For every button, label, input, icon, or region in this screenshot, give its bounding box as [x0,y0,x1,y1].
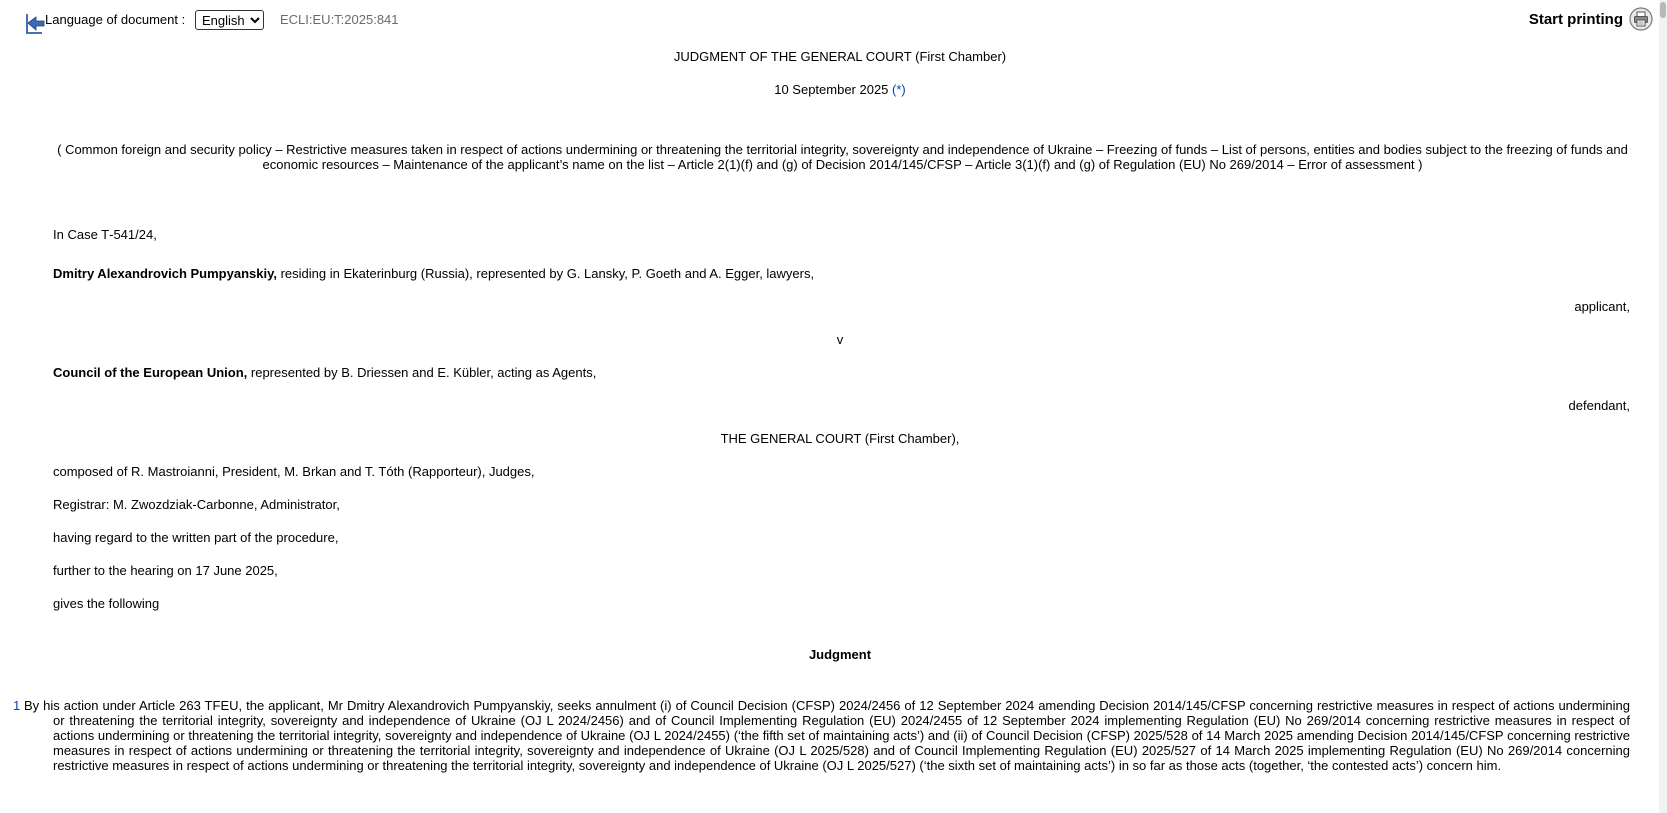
applicant-name: Dmitry Alexandrovich Pumpyanskiy, [53,266,277,281]
defendant-role: defendant, [1568,398,1630,413]
applicant-role: applicant, [1574,299,1630,314]
language-label: Language of document : [45,12,186,27]
versus: v [836,332,844,347]
ecli-identifier: ECLI:EU:T:2025:841 [280,12,399,27]
court-name: THE GENERAL COURT (First Chamber), [720,431,960,446]
court-composition: composed of R. Mastroianni, President, M. Brkan and T. Tóth (Rapporteur), Judges, [53,464,535,479]
vertical-scrollbar[interactable] [1659,0,1667,813]
hearing-date: further to the hearing on 17 June 2025, [53,563,278,578]
subject-keywords: ( Common foreign and security policy – Restrictive measures taken in respect of actions undermining or threatening the territorial integrity, sovereignty and independence of Ukraine – Freezing of funds – List of persons, entities and bodies subject to the freezing of funds and economic resources – Maintenance of the applicant’s name on the list – Article 2(1)(f) and (g) of Decision 2014/145/CFSP – Article 3(1)(f) and (g) of Regulation (EU) No 269/2014 – Error of assessment ) [57,142,1628,172]
defendant-name: Council of the European Union, [53,365,248,380]
printer-icon [1629,7,1653,31]
scrollbar-thumb[interactable] [1660,2,1666,18]
paragraph-1 [24,698,1630,773]
written-procedure: having regard to the written part of the procedure, [53,530,339,545]
gives-following: gives the following [53,596,160,611]
applicant-line [53,266,814,281]
judgment-date: 10 September 2025 [774,82,889,97]
case-number: In Case T‑541/24, [53,227,157,242]
registrar: Registrar: M. Zwozdziak-Carbonne, Administrator, [53,497,340,512]
document-title: JUDGMENT OF THE GENERAL COURT (First Chamber) [673,49,1007,64]
start-printing-button[interactable] [1529,6,1653,32]
defendant-details: represented by B. Driessen and E. Kübler, acting as Agents, [247,365,597,380]
judgment-date-line [50,82,1630,97]
applicant-details: residing in Ekaterinburg (Russia), represented by G. Lansky, P. Goeth and A. Egger, lawyers, [276,266,815,281]
back-arrow-icon[interactable] [25,12,47,36]
paragraph-text: By his action under Article 263 TFEU, the applicant, Mr Dmitry Alexandrovich Pumpyanskiy, seeks annulment (i) of Council Decision (CFSP) 2024/2456 of 12 September 2024 amending Decision 2014/145/CFSP concerning restrictive measures in respect of actions undermining or threatening the territorial integrity, sovereignty and independence of Ukraine (OJ L 2024/2456) and of Council Implementing Regulation (EU) 2024/2455 of 12 September 2024 implementing Regulation (EU) No 269/2014 concerning restrictive measures in respect of actions undermining or threatening the territorial integrity, sovereignty and independence of Ukraine (OJ L 2024/2455) (‘the fifth set of maintaining acts’) and (ii) of Council Decision (CFSP) 2025/528 of 14 March 2025 amending Decision 2014/145/CFSP concerning restrictive measures in respect of actions undermining or threatening the territorial integrity, sovereignty and independence of Ukraine (OJ L 2025/528) and of Council Implementing Regulation (EU) 2025/527 of 14 March 2025 implementing Regulation (EU) No 269/2014 concerning restrictive measures in respect of actions undermining or threatening the territorial integrity, sovereignty and independence of Ukraine (OJ L 2025/527) (‘the sixth set of maintaining acts’) in so far as those acts (together, ‘the contested acts’) concern him. [24,698,1630,773]
print-label: Start printing [1528,10,1623,28]
defendant-line [53,365,596,380]
paragraph-number: 1 [13,698,21,713]
footnote-link[interactable]: (*) [892,82,906,97]
judgment-heading: Judgment [808,647,872,662]
document-toolbar [0,0,1667,40]
language-select[interactable] [195,10,264,30]
